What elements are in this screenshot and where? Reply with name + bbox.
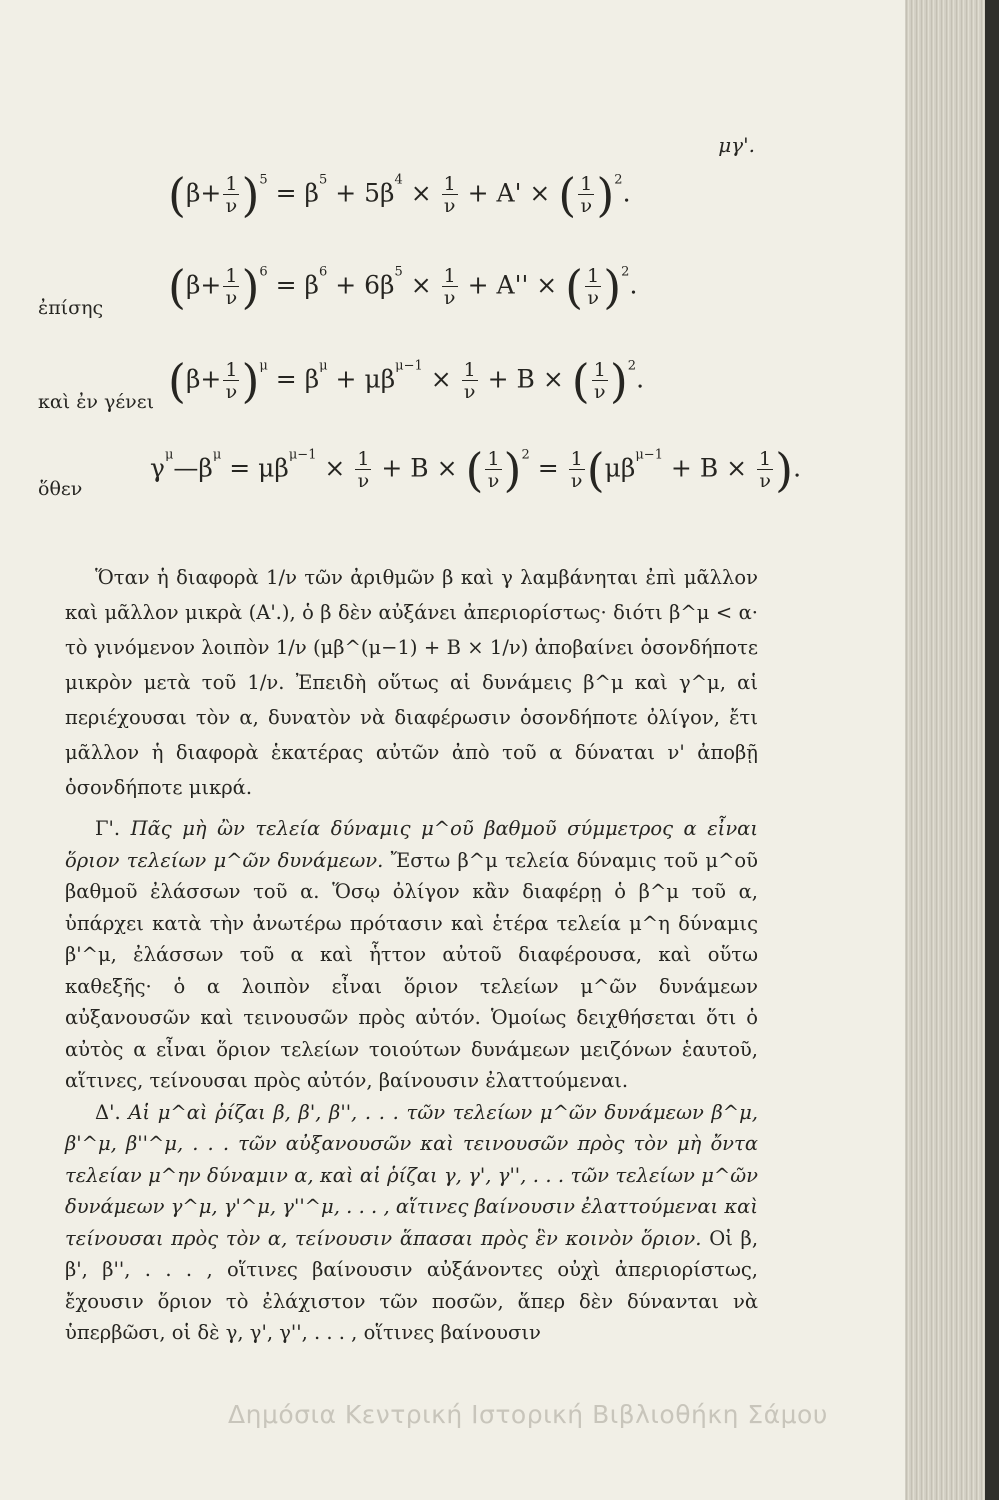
paragraph-limit-argument: Ὅταν ἡ διαφορὰ 1/ν τῶν ἀριθμῶν β καὶ γ λαμβάνηται ἐπὶ μᾶλλον καὶ μᾶλλον μικρὰ (Α'.), ὁ β δὲν αὐξάνει ἀπεριορίστως· διότι β^μ < α· τὸ γινόμενον λοιπὸν 1/ν (μβ^(μ−1) + B × 1/ν) ἀποβαίνει ὁσονδήποτε μικρὸν μετὰ τοῦ 1/ν. Ἐπειδὴ οὕτως αἱ δυνάμεις β^μ καὶ γ^μ, αἱ περιέχουσαι τὸν α, δυνατὸν νὰ διαφέρωσιν ὁσονδήποτε ὀλίγον, ἔτι μᾶλλον ἡ διαφορὰ ἑκατέρας αὐτῶν ἀπὸ τοῦ α δύναται ν' ἀποβῇ ὁσονδήποτε μικρά. [65,566,758,799]
paragraph-delta-proof: Οἱ β, β', β'', . . . , οἵτινες βαίνουσιν αὐξάνοντες οὐχὶ ἀπεριορίστως, ἔχουσιν ὅριον τὸ ἐλάχιστον τῶν ποσῶν, ἅπερ δὲν δύνανται νὰ ὑπερβῶσι, οἱ δὲ γ, γ', γ'', . . . , οἵτινες βαίνουσιν [65,1226,759,1344]
equation-3: (β+ $\frac{1}{\nu}$ )$^\mu = \beta^\mu + \mu\beta^{\mu-1}$ × $\frac{1}{\nu}$ + B × ( $\frac{1}{\nu}$ )$^2$. [168,354,645,408]
paragraph-delta-heading: Δ'. [95,1100,121,1124]
paragraph-gamma-heading: Γ'. [95,817,121,840]
equation-4-label: ὅθεν [38,478,83,500]
paragraph-gamma-proof: Ἔστω β^μ τελεία δύναμις τοῦ μ^οῦ βαθμοῦ ἐλάσσων τοῦ α. Ὅσῳ ὀλίγον κἂν διαφέρῃ ὁ β^μ τοῦ α, ὑπάρχει κατὰ τὴν ἀνωτέρω πρότασιν καὶ ἑτέρα τελεία μ^η δύναμις β'^μ, ἐλάσσων τοῦ α καὶ ἧττον αὐτοῦ διαφέρουσα, καὶ οὕτω καθεξῆς· ὁ α λοιπὸν εἶναι ὅριον τελείων μ^ῶν δυνάμεων αὐξανουσῶν καὶ τεινουσῶν πρὸς αὐτόν. Ὁμοίως δειχθήσεται ὅτι ὁ αὐτὸς α εἶναι ὅριον τελείων τοιούτων δυνάμεων μειζόνων ἑαυτοῦ, αἵτινες, τείνουσαι πρὸς αὐτόν, βαίνουσιν ἐλαττούμεναι. [65,848,758,1092]
equation-1: (β+ $\frac{1}{\nu}$ )$^5 = \beta^5 + 5\beta^4$ × $\frac{1}{\nu}$ + A' × ( $\frac{1}{\nu}$ )$^2$. [168,168,631,222]
equation-2: (β+ $\frac{1}{\nu}$ )$^6 = \beta^6 + 6\beta^5$ × $\frac{1}{\nu}$ + A'' × ( $\frac{1}{\nu}$ )$^2$. [168,260,638,314]
page-number: μγ'. [718,133,755,157]
page-stack-shadow [985,0,999,1500]
library-watermark: Δημόσια Κεντρική Ιστορική Βιβλιοθήκη Σάμου [228,1400,828,1429]
equation-2-label: ἐπίσης [38,297,104,319]
equation-3-label: καὶ ἐν γένει [38,391,155,413]
paragraph-gamma-proposition: Πᾶς μὴ ὢν τελεία δύναμις μ^οῦ βαθμοῦ σύμμετρος α εἶναι ὅριον τελείων μ^ῶν δυνάμεων. [65,817,758,872]
body-text [65,560,758,1349]
paragraph-gamma [65,813,758,1097]
equation-4: $\gamma^\mu—\beta^\mu = \mu\beta^{\mu-1}$ × $\frac{1}{\nu}$ + B × ( $\frac{1}{\nu}$ )$^2$ = $\frac{1}{\nu}$ ($\mu\beta^{\mu-1} + B$ × $\frac{1}{\nu}$ ). [150,443,802,497]
paragraph-delta-proposition: Αἱ μ^αὶ ῥίζαι β, β', β'', . . . τῶν τελείων μ^ῶν δυνάμεων β^μ, β'^μ, β''^μ, . . . τῶν αὐξανουσῶν καὶ τεινουσῶν πρὸς τὸν μὴ ὄντα τελείαν μ^ην δύναμιν α, καὶ αἱ ῥίζαι γ, γ', γ'', . . . τῶν τελείων μ^ῶν δυνάμεων γ^μ, γ'^μ, γ''^μ, . . . , αἵτινες βαίνουσιν ἐλαττούμεναι καὶ τείνουσαι πρὸς τὸν α, τείνουσιν ἅπασαι πρὸς ἓν κοινὸν ὅριον. [65,1100,759,1250]
paragraph-delta [65,1097,758,1349]
